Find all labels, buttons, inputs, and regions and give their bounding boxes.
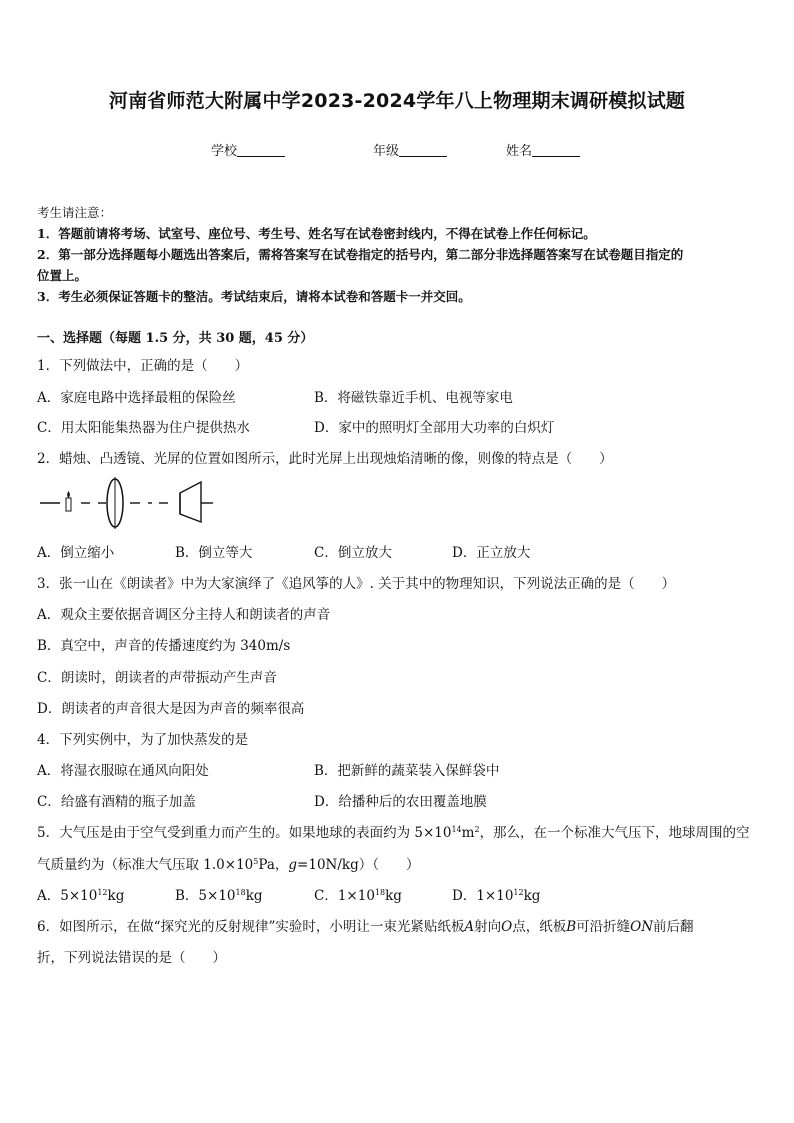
section-heading: 一、选择题（每题 1.5 分，共 30 题，45 分）	[37, 331, 314, 346]
q1-option-a[interactable]: A．家庭电路中选择最粗的保险丝	[37, 390, 236, 406]
optics-bench-figure	[38, 476, 218, 532]
name-blank[interactable]	[532, 143, 580, 157]
q4-option-c[interactable]: C．给盛有酒精的瓶子加盖	[37, 794, 196, 810]
q5-option-unit: kg	[107, 888, 125, 904]
grade-label: 年级	[373, 144, 400, 159]
grade-blank[interactable]	[399, 143, 447, 157]
q5-option-d[interactable]	[452, 884, 540, 904]
q3-option-a[interactable]: A．观众主要依据音调区分主持人和朗读者的声音	[37, 607, 331, 623]
q6-symbol-b: B	[566, 919, 577, 935]
q5-option-c[interactable]	[314, 884, 402, 904]
q5-option-b[interactable]	[175, 884, 263, 904]
q5-option-unit: kg	[245, 888, 263, 904]
q5-option-exponent: 18	[235, 888, 246, 897]
q2-stem: 2．蜡烛、凸透镜、光屏的位置如图所示，此时光屏上出现烛焰清晰的像，则像的特点是（ ）	[37, 451, 613, 467]
q5-option-text: B．5×10	[175, 888, 236, 904]
q4-option-b[interactable]: B．把新鲜的蔬菜装入保鲜袋中	[314, 763, 500, 779]
notice-line-1: 1．答题前请将考场、试室号、座位号、考生号、姓名写在试卷密封线内，不得在试卷上作任何标记。	[37, 226, 596, 241]
q4-stem: 4．下列实例中，为了加快蒸发的是	[37, 732, 249, 748]
q6-text: 可沿折缝	[576, 919, 631, 935]
q2-option-a[interactable]: A．倒立缩小	[37, 545, 115, 561]
q5-option-exponent: 18	[374, 888, 386, 897]
grade-field[interactable]	[373, 140, 447, 159]
q5-option-exponent: 12	[97, 888, 108, 897]
notice-line-3: 3．考生必须保证答题卡的整洁。考试结束后，请将本试卷和答题卡一并交回。	[37, 289, 471, 304]
q6-text: 射向	[474, 919, 502, 935]
q5-text: =10N/kg）（ ）	[297, 857, 420, 873]
school-label: 学校	[211, 144, 238, 159]
light-screen-icon	[180, 482, 201, 522]
q4-option-a[interactable]: A．将湿衣服晾在通风向阳处	[37, 763, 209, 779]
q1-option-c[interactable]: C．用太阳能集热器为住户提供热水	[37, 420, 250, 436]
q5-option-exponent: 12	[513, 888, 524, 897]
q5-option-a[interactable]	[37, 884, 124, 904]
q5-stem-line-1	[37, 821, 750, 841]
q5-exponent: 5	[253, 857, 259, 866]
q5-unit: Pa，	[258, 857, 289, 873]
q6-symbol-on: ON	[630, 919, 654, 935]
notice-line-2: 2．第一部分选择题每小题选出答案后，需将答案写在试卷指定的括号内，第二部分非选择题答案写在试卷题目指定的	[37, 247, 684, 262]
page-title: 河南省师范大附属中学2023-2024学年八上物理期末调研模拟试题	[108, 90, 686, 112]
q5-option-text: C．1×10	[314, 888, 375, 904]
q5-exponent: 14	[451, 825, 462, 834]
name-field[interactable]	[506, 140, 580, 159]
q1-option-d[interactable]: D．家中的照明灯全部用大功率的白炽灯	[314, 420, 555, 436]
q6-stem-line-1	[37, 915, 694, 935]
q5-text: 5．大气压是由于空气受到重力而产生的。如果地球的表面约为 5×10	[37, 825, 452, 841]
q5-stem-line-2	[37, 853, 419, 873]
q5-unit: m	[461, 825, 475, 841]
q2-option-c[interactable]: C．倒立放大	[314, 545, 392, 561]
q5-option-text: A．5×10	[37, 888, 98, 904]
q6-symbol-o: O	[501, 919, 513, 935]
q6-text: 点，纸板	[512, 919, 567, 935]
q3-option-b[interactable]: B．真空中，声音的传播速度约为 340m/s	[37, 638, 291, 654]
q5-option-text: D．1×10	[452, 888, 514, 904]
q4-option-d[interactable]: D．给播种后的农田覆盖地膜	[314, 794, 487, 810]
school-field[interactable]	[211, 140, 285, 159]
q6-stem-line-2: 折，下列说法错误的是（ ）	[37, 950, 226, 966]
q6-symbol-a: A	[464, 919, 475, 935]
q5-text: ，那么，在一个标准大气压下，地球周围的空	[479, 825, 750, 841]
q3-option-c[interactable]: C．朗读时，朗读者的声带振动产生声音	[37, 670, 277, 686]
q1-option-b[interactable]: B．将磁铁靠近手机、电视等家电	[314, 390, 513, 406]
q5-option-unit: kg	[385, 888, 402, 904]
q5-exponent: 2	[474, 825, 480, 834]
candle-icon	[66, 491, 71, 511]
name-label: 姓名	[506, 144, 533, 159]
q6-text: 6．如图所示，在做“探究光的反射规律”实验时，小明让一束光紧贴纸板	[37, 919, 465, 935]
notice-heading: 考生请注意：	[37, 205, 113, 220]
q5-text: 气质量约为（标准大气压取 1.0×10	[37, 857, 254, 873]
q2-option-d[interactable]: D．正立放大	[452, 545, 531, 561]
school-blank[interactable]	[237, 143, 285, 157]
q2-option-b[interactable]: B．倒立等大	[175, 545, 253, 561]
convex-lens-icon	[107, 477, 123, 529]
q3-stem: 3．张一山在《朗读者》中为大家演绎了《追风筝的人》. 关于其中的物理知识，下列说法正确的是（ ）	[37, 576, 676, 592]
notice-line-2-cont: 位置上。	[37, 268, 88, 283]
q5-symbol-g: g	[288, 857, 298, 873]
q5-option-unit: kg	[523, 888, 541, 904]
q6-text: 前后翻	[653, 919, 694, 935]
q1-stem: 1．下列做法中，正确的是（ ）	[37, 358, 249, 374]
q3-option-d[interactable]: D．朗读者的声音很大是因为声音的频率很高	[37, 701, 305, 717]
